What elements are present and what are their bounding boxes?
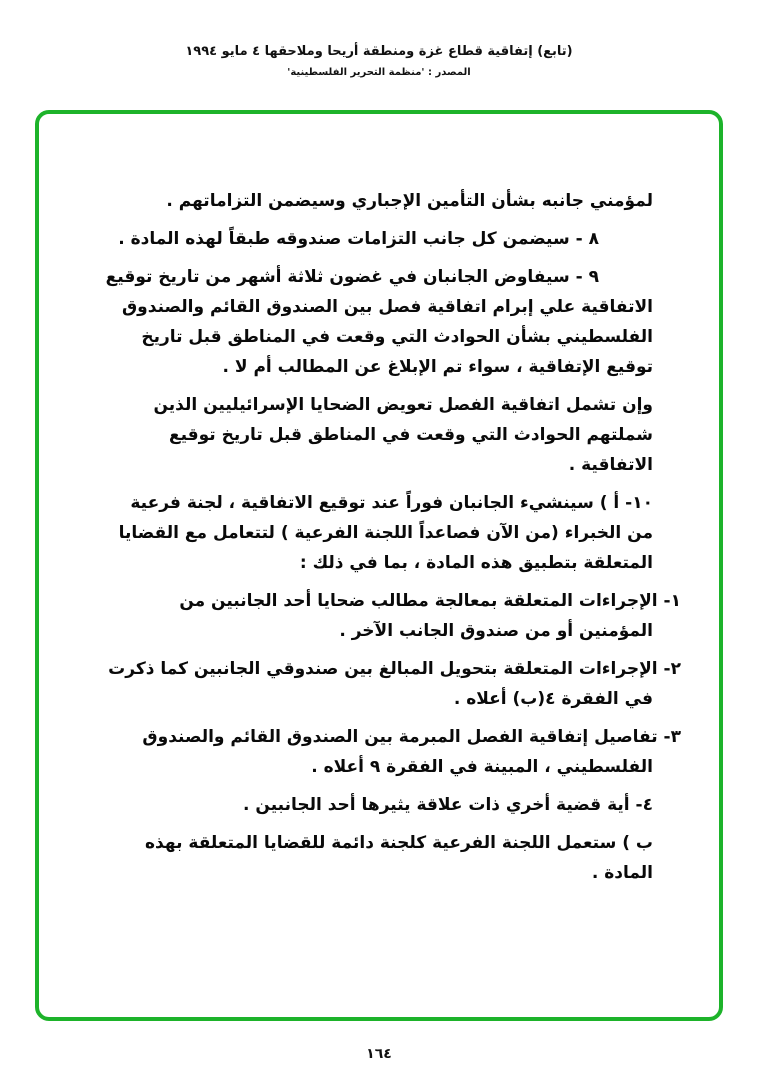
clause-9-note: وإن تشمل اتفاقية الفصل تعويض الضحايا الإسرائيليين الذين شملتهم الحوادث التي وقعت في المناطق قبل تاريخ توقيع الاتفاقية . — [153, 395, 653, 475]
clause-10a: ١٠- أ ) سينشيء الجانبان فوراً عند توقيع الاتفاقية ، لجنة فرعية من الخبراء (من الآن فصاعداً اللجنة الفرعية ) لتتعامل مع القضايا المتعلقة بتطبيق هذه المادة ، بما في ذلك : — [118, 493, 653, 573]
clause-9: ٩ - سيفاوض الجانبان في غضون ثلاثة أشهر من تاريخ توقيع الاتفاقية علي إبرام اتفاقية فصل بين الصندوق القائم والصندوق الفلسطيني بشأن الحوادث التي وقعت في المناطق قبل تاريخ توقيع الإتفاقية ، سواء تم الإبلاغ عن المطالب أم لا . — [105, 267, 653, 377]
subclause-2: ٢- الإجراءات المتعلقة بتحويل المبالغ بين صندوقي الجانبين كما ذكرت في الفقرة ٤(ب) أعلاه . — [108, 659, 681, 709]
document-border-frame — [35, 110, 723, 1021]
document-source: المصدر : 'منظمة التحرير الفلسطينية' — [287, 67, 471, 78]
subclause-1: ١- الإجراءات المتعلقة بمعالجة مطالب ضحايا أحد الجانبين من المؤمنين أو من صندوق الجانب الآخر . — [179, 591, 681, 641]
document-title: (تابع) إتفاقية قطاع غزة ومنطقة أريحا وملاحقها ٤ مايو ١٩٩٤ — [185, 44, 573, 59]
document-body — [103, 186, 681, 896]
clause-8: ٨ - سيضمن كل جانب التزامات صندوقه طبقاً لهذه المادة . — [118, 229, 599, 249]
paragraph-continuation: لمؤمني جانبه بشأن التأمين الإجباري وسيضمن التزاماتهم . — [166, 191, 653, 211]
clause-10b: ب ) ستعمل اللجنة الفرعية كلجنة دائمة للقضايا المتعلقة بهذه المادة . — [145, 833, 653, 883]
page-header — [0, 44, 758, 78]
subclause-4: ٤- أية قضية أخري ذات علاقة يثيرها أحد الجانبين . — [243, 795, 653, 815]
page-number: ١٦٤ — [366, 1046, 392, 1062]
subclause-3: ٣- تفاصيل إتفاقية الفصل المبرمة بين الصندوق القائم والصندوق الفلسطيني ، المبينة في الفقرة ٩ أعلاه . — [142, 727, 681, 777]
